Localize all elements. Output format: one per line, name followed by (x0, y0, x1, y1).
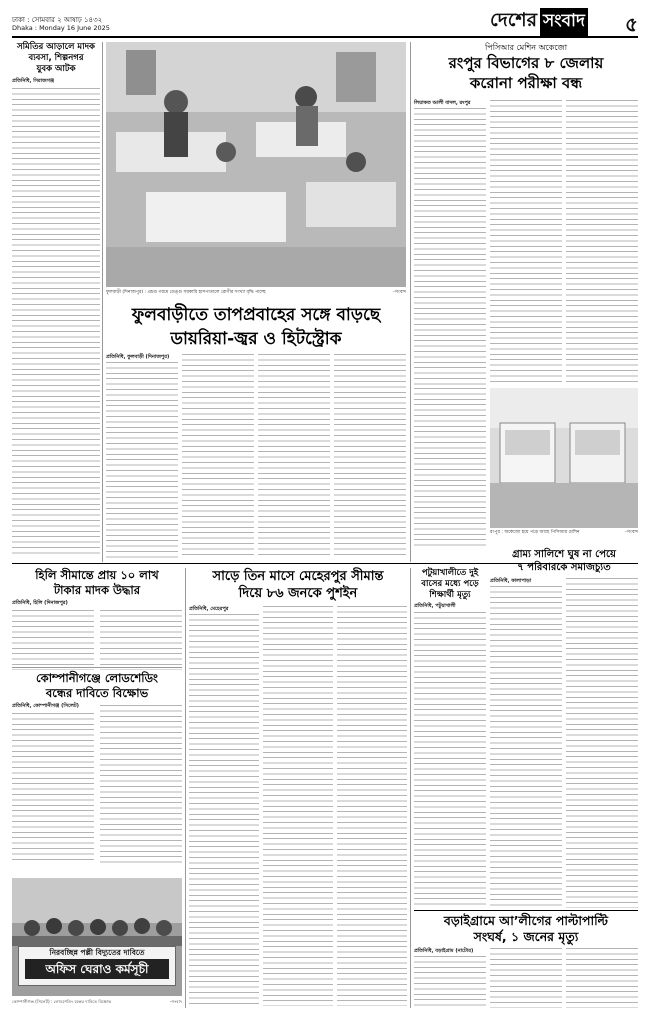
article-body (12, 88, 100, 558)
banner-line-1: নিরবচ্ছিন্ন পল্লী বিদ্যুতের দাবিতে (49, 948, 145, 957)
caption-text: ফুলবাড়ী (দিনাজপুর) : প্রচণ্ড গরমে ডেঙ্গু সরকারি হাসপাতালে রোগীর সংখ্যা বৃদ্ধি পাচ্ছে (106, 290, 266, 295)
story-salish (490, 548, 638, 574)
newspaper-title (490, 10, 588, 34)
story-meherpur (189, 568, 407, 602)
headline-line: যুবক আটক (36, 64, 76, 74)
story-kurigram (414, 913, 638, 945)
masthead (12, 10, 638, 38)
photo-caption (106, 290, 406, 296)
headline-line: হিলি সীমান্তে প্রায় ১০ লাখ (35, 568, 159, 582)
byline: প্রতিনিধি, বড়াইগ্রাম (নাটোর) (414, 948, 474, 954)
byline: প্রতিনিধি, মেহেরপুর (189, 606, 229, 612)
headline-line: পটুয়াখালীতে দুই (421, 568, 479, 578)
kicker: পিসিআর মেশিন অকেজো (484, 43, 568, 52)
byline: প্রতিনিধি, পটুয়াখালী (414, 603, 456, 609)
headline-line: শিক্ষার্থী মৃত্যু (429, 590, 471, 600)
story-rangpur-body (414, 100, 638, 385)
headline-line: ডায়রিয়া-জ্বর ও হিটস্ট্রোক (170, 329, 342, 349)
headline-line: কোম্পানীগঞ্জে লোডশেডিং (35, 671, 158, 685)
pcr-lab-photo (490, 388, 638, 528)
byline: প্রতিনিধি, হিলি (দিনাজপুর) (12, 600, 68, 606)
headline-line: করোনা পরীক্ষা বন্ধ (469, 74, 583, 92)
story-rangpur-continued (414, 388, 486, 548)
story-kurigram-body (414, 948, 638, 1008)
protest-photo (12, 878, 182, 996)
page-number: ৫ (625, 12, 638, 36)
photo-credit: –সংবাদ (624, 530, 638, 535)
byline: প্রতিনিধি, কালাপাড়া (490, 578, 532, 584)
dateline-en: Dhaka : Monday 16 June 2025 (12, 24, 110, 32)
headline-line: ৭ পরিবারকে সমাজচ্যুত (517, 562, 611, 573)
story-diarrhea-headline (106, 303, 406, 351)
story-diarrhea-body (106, 354, 406, 559)
headline-line: সাড়ে তিন মাসে মেহেরপুর সীমান্ত (212, 569, 384, 584)
headline-line: ফুলবাড়ীতে তাপপ্রবাহের সঙ্গে বাড়ছে (131, 305, 381, 325)
byline: প্রতিনিধি, ফুলবাড়ী (দিনাজপুর) (106, 354, 170, 360)
photo-caption (490, 530, 638, 536)
caption-text: রংপুর : অকেজো হয়ে পড়ে আছে পিসিআর মেশিন (490, 530, 580, 535)
caption-text: কোম্পানীগঞ্জ (সিলেট) : লোডশেডিং বন্ধের দাবিতে বিক্ষোভ (12, 999, 112, 1004)
headline-line: গ্রাম্য সালিশে ঘুষ না পেয়ে (490, 548, 638, 561)
newspaper-title-part-1: দেশের (490, 9, 538, 31)
headline-line: বন্ধের দাবিতে বিক্ষোভ (45, 686, 149, 700)
headline-line: টাকার মাদক উদ্ধার (53, 583, 141, 597)
headline-line: রংপুর বিভাগের ৮ জেলায় (448, 54, 604, 72)
newspaper-title-part-2: সংবাদ (540, 8, 588, 36)
story-hili (12, 568, 182, 670)
hospital-photo (106, 42, 406, 287)
story-rangpur (414, 42, 638, 93)
byline: প্রতিনিধি, কোম্পানীগঞ্জ (সিলেট) (12, 703, 79, 709)
headline-line: দিয়ে ৮৬ জনকে পুশইন (238, 586, 358, 601)
headline-line: সমিতির আড়ালে মাদক (17, 42, 95, 52)
headline-line: ব্যবসা, শিল্পনগর (28, 53, 84, 63)
story-student-body (414, 612, 486, 907)
photo-caption (12, 999, 182, 1004)
story-salish-body (490, 578, 638, 908)
photo-credit: –সংবাদ (392, 290, 406, 295)
story-student (414, 568, 486, 611)
story-companiganj (12, 671, 182, 863)
story-left-top (12, 42, 100, 562)
masthead-rule (12, 36, 638, 38)
protest-banner (18, 946, 176, 986)
dateline: ঢাকা : সোমবার ২ আষাঢ় ১৪৩২ (12, 16, 103, 24)
banner-line-2: অফিস ঘেরাও কর্মসূচী (25, 959, 169, 979)
headline-line: বড়াইগ্রামে আ’লীগের পাল্টাপাল্টি (443, 913, 609, 928)
headline-line: বাসের মধ্যে পড়ে (421, 579, 479, 589)
headline-line: সংঘর্ষ, ১ জনের মৃত্যু (473, 929, 579, 944)
photo-credit: –সংবাদ (169, 999, 182, 1004)
byline: প্রতিনিধি, সিরাজগঞ্জ (12, 78, 55, 84)
story-meherpur-body (189, 606, 407, 1006)
byline: লিয়াকত আলী বাদল, রংপুর (414, 100, 471, 106)
